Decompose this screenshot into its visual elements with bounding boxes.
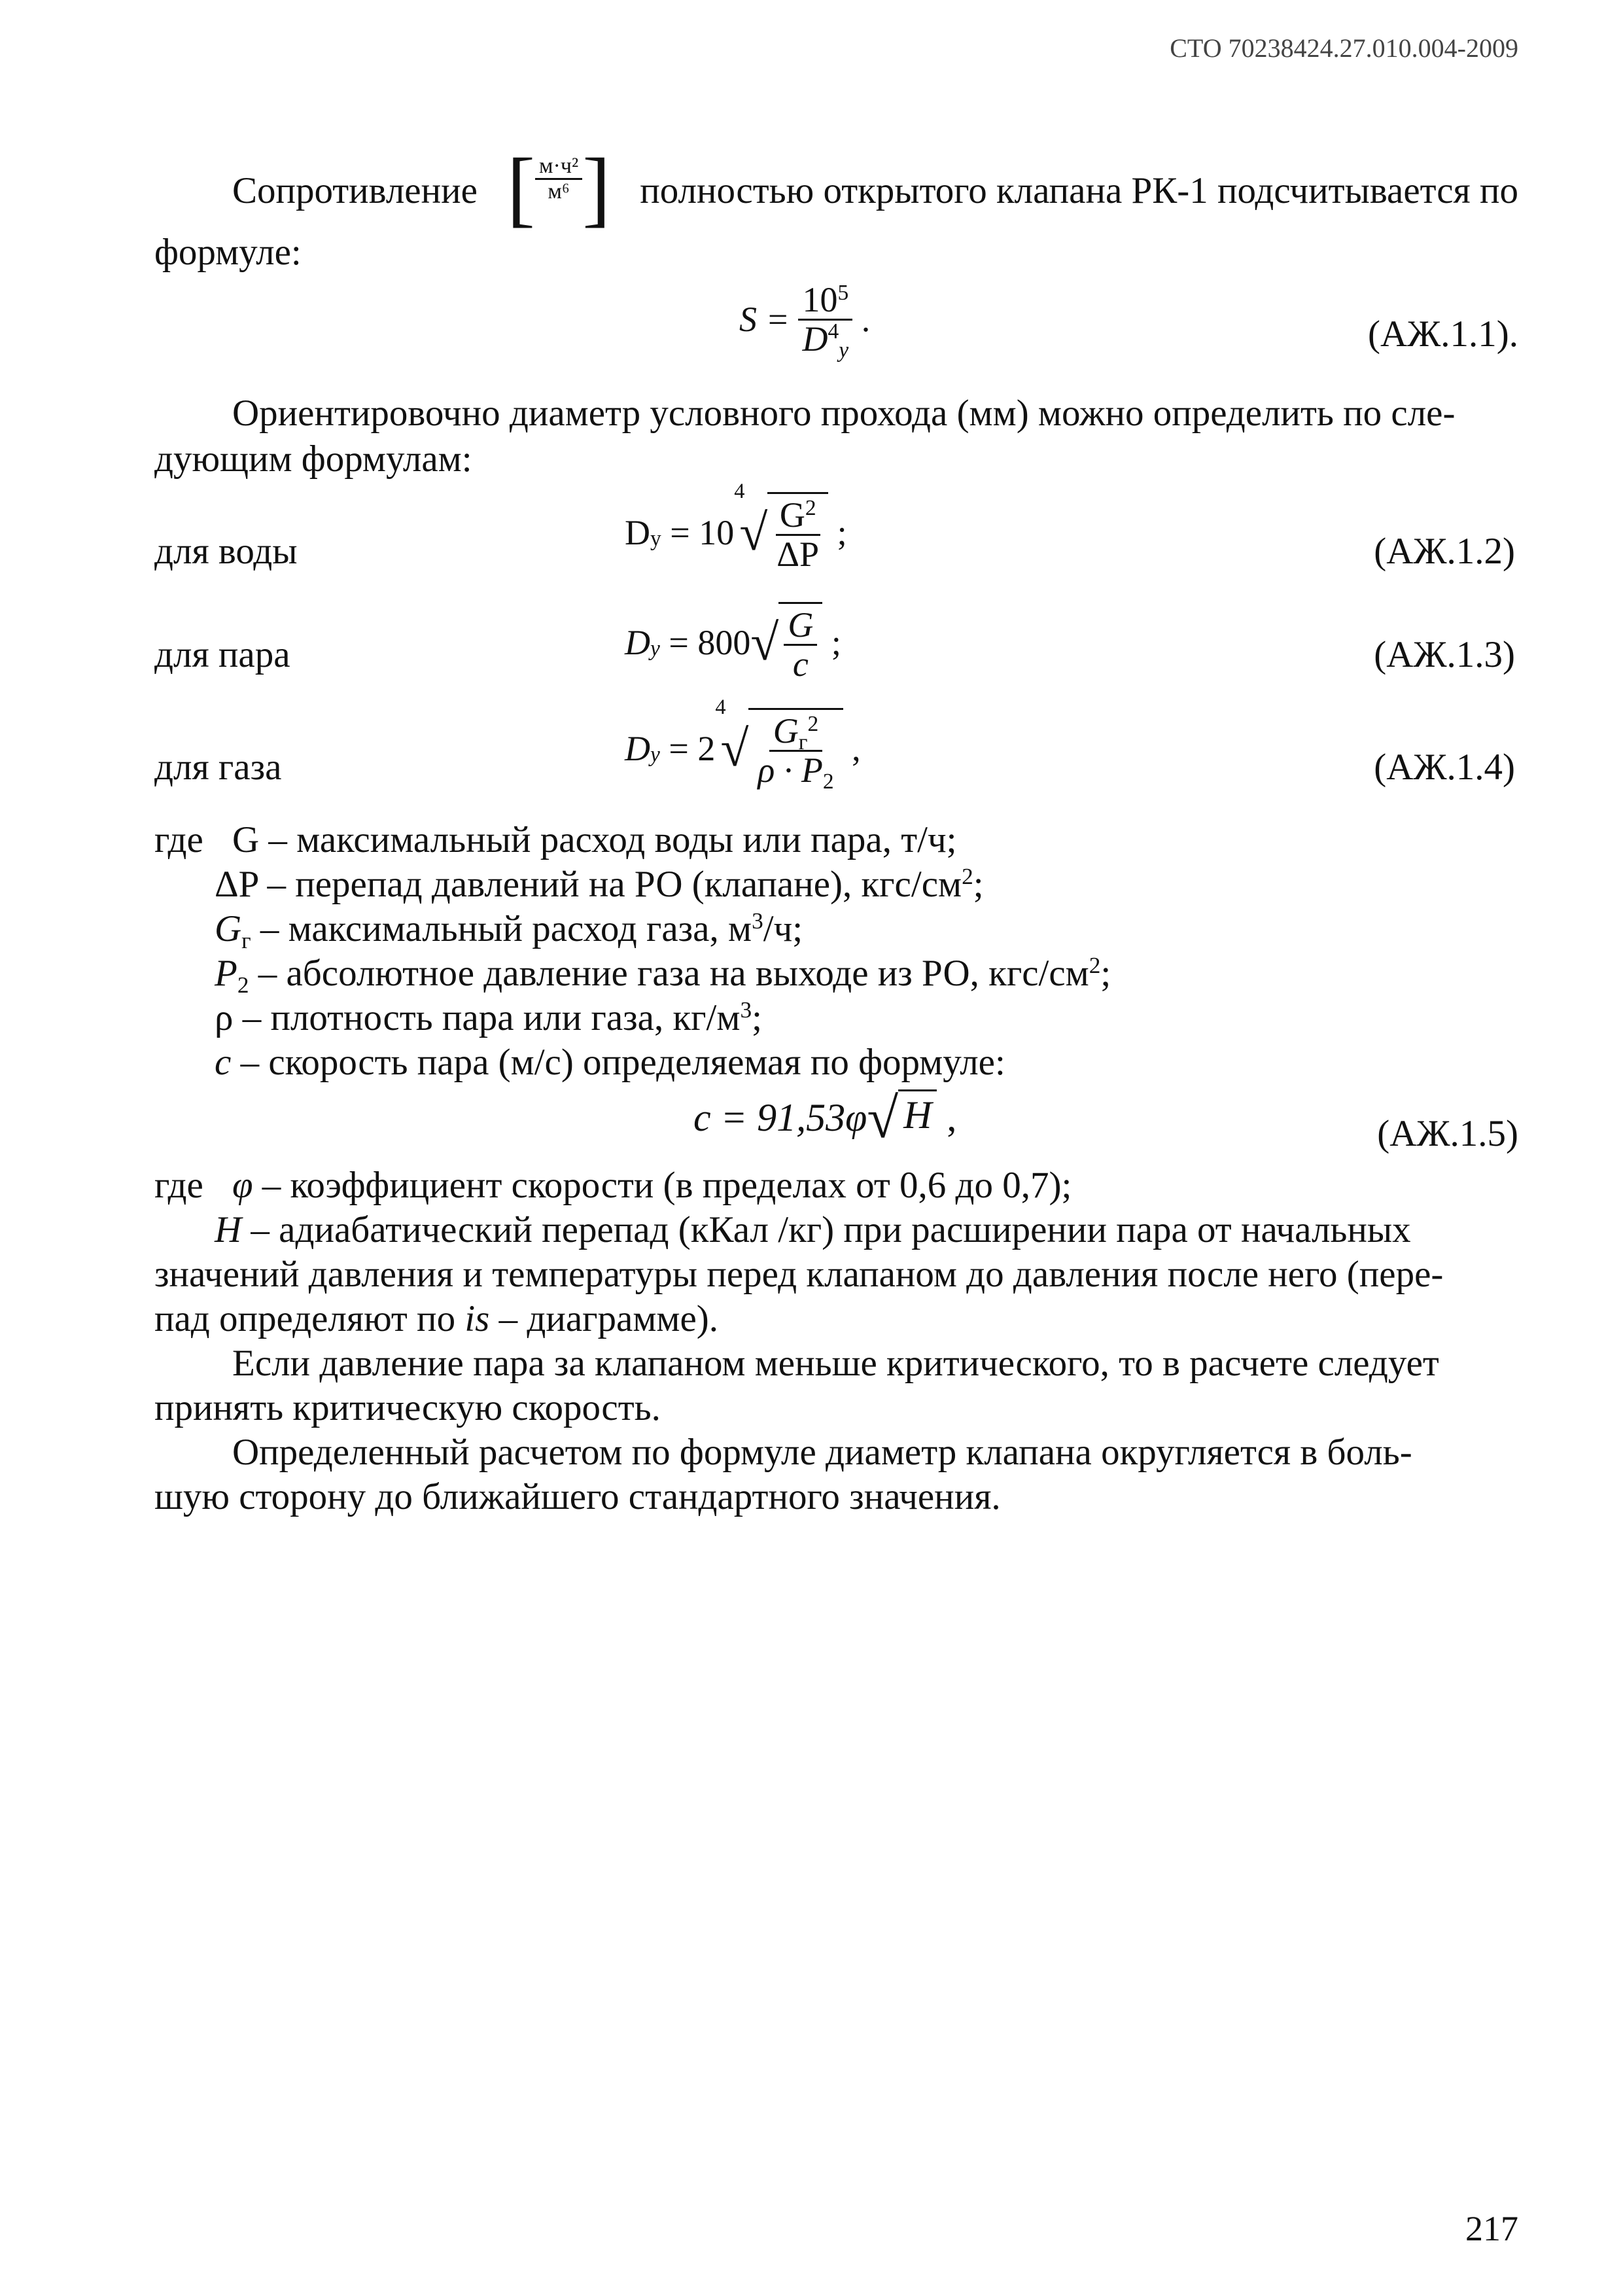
formula-2-number: (АЖ.1.2) bbox=[1374, 531, 1515, 572]
formula-4-root-index: 4 bbox=[715, 695, 726, 719]
def-p2-sub: 2 bbox=[237, 972, 249, 998]
def-h-line-3 bbox=[154, 1297, 1518, 1341]
formula-2-label: для воды bbox=[154, 531, 298, 572]
formula-1 bbox=[739, 280, 871, 362]
formula-1-den: D bbox=[802, 319, 828, 359]
formula-5-root: √ H bbox=[867, 1089, 937, 1146]
formula-4-number: (АЖ.1.4) bbox=[1374, 747, 1515, 788]
formula-2-root: 4 √ $\frac{G^2}{\Delta P}$ bbox=[734, 492, 828, 573]
formula-4-tail: , bbox=[852, 728, 861, 768]
formula-4-num: G bbox=[773, 711, 799, 751]
formula-3-label: для пара bbox=[154, 634, 290, 675]
formula-5-radicand: H bbox=[903, 1093, 932, 1137]
formula-2-root-index: 4 bbox=[734, 479, 745, 503]
def-c-symbol: c bbox=[215, 1042, 232, 1083]
formula-3-lhs-sub: y bbox=[650, 636, 660, 661]
document-header: СТО 70238424.27.010.004-2009 bbox=[1170, 33, 1518, 63]
unit-denominator: м⁶ bbox=[548, 179, 570, 203]
def-gg-sub: г bbox=[241, 927, 251, 953]
intro-line-1 bbox=[232, 141, 1518, 236]
formula-3-tail: ; bbox=[831, 622, 841, 662]
formula-3-den: c bbox=[792, 644, 809, 684]
formula-5-lhs: c = 91,53φ bbox=[693, 1096, 867, 1139]
formula-1-den-sub: y bbox=[839, 338, 849, 362]
formula-3-num: G bbox=[784, 607, 817, 646]
def-dp-end: ; bbox=[973, 864, 984, 905]
intro-text-2: полностью открытого клапана РК-1 подсчитывается по bbox=[640, 170, 1518, 211]
def-phi-text: – коэффициент скорости (в пределах от 0,6 до 0,7); bbox=[253, 1165, 1072, 1206]
formula-4-num-sup: 2 bbox=[807, 711, 819, 736]
formula-3-root: √ $\frac{G}{c}$ bbox=[750, 602, 822, 682]
formula-3 bbox=[625, 602, 841, 682]
def-h-text-1: – адиабатический перепад (кКал /кг) при расширении пара от начальных bbox=[241, 1209, 1411, 1250]
unit-bracket: [ $\frac{\text{м·ч²}}{\text{м⁶}}$ ] bbox=[506, 141, 611, 236]
formula-4-lhs-sub: y bbox=[650, 742, 660, 767]
formula-2-lhs-sub: y bbox=[650, 526, 661, 551]
formula-5-number: (АЖ.1.5) bbox=[1377, 1113, 1518, 1154]
formula-3-lhs: D bbox=[625, 622, 650, 662]
def-c bbox=[215, 1040, 1518, 1085]
para-1-line-2: дующим формулам: bbox=[154, 438, 472, 480]
def-h-line-2: значений давления и температуры перед клапаном до давления после него (пере- bbox=[154, 1254, 1444, 1295]
def-c-text: – скорость пара (м/с) определяемая по формуле: bbox=[231, 1042, 1005, 1083]
formula-4-den: ρ · P bbox=[758, 750, 823, 790]
formula-2-tail: ; bbox=[837, 512, 847, 552]
formula-2-num: G bbox=[779, 495, 805, 535]
def-gg-symbol: G bbox=[215, 908, 242, 949]
def-rho bbox=[215, 996, 1518, 1040]
formula-2-eq: = 10 bbox=[670, 512, 735, 552]
def-h-is: is bbox=[464, 1298, 490, 1339]
def-rho-end: ; bbox=[752, 997, 762, 1038]
def-dp bbox=[215, 862, 1518, 907]
def-phi-symbol: φ bbox=[232, 1165, 253, 1206]
formula-1-number: (АЖ.1.1). bbox=[1368, 313, 1518, 355]
para-3-line-2: шую сторону до ближайшего стандартного значения. bbox=[154, 1476, 1001, 1517]
formula-1-den-sup: 4 bbox=[828, 319, 839, 344]
formula-2 bbox=[625, 479, 847, 574]
def-p2-end: ; bbox=[1100, 953, 1111, 994]
formula-1-lhs: S = bbox=[739, 300, 790, 340]
def-dp-text: ΔP – перепад давлений на РО (клапане), кгс/см bbox=[215, 864, 962, 905]
formula-4-lhs: D bbox=[625, 728, 650, 768]
para-2-line-1: Если давление пара за клапаном меньше критического, то в расчете следует bbox=[232, 1343, 1439, 1384]
para-2-line-2: принять критическую скорость. bbox=[154, 1387, 661, 1428]
def-h-symbol: H bbox=[215, 1209, 242, 1250]
def-dp-sup: 2 bbox=[962, 863, 973, 889]
def-p2-text: – абсолютное давление газа на выходе из РО, кгс/см bbox=[249, 953, 1089, 994]
formula-4-eq: = 2 bbox=[669, 728, 716, 768]
para-1-line-1: Ориентировочно диаметр условного прохода (мм) можно определить по сле- bbox=[232, 393, 1456, 434]
formula-5-tail: , bbox=[947, 1096, 957, 1139]
def2-where: где bbox=[154, 1165, 203, 1206]
def-gg bbox=[215, 907, 1518, 951]
formula-3-eq: = 800 bbox=[669, 622, 751, 662]
formula-1-tail: . bbox=[861, 300, 871, 340]
def-gg-text: – максимальный расход газа, м bbox=[251, 908, 752, 949]
def-p2 bbox=[215, 951, 1518, 996]
formula-2-lhs: D bbox=[625, 512, 650, 552]
def-rho-sup: 3 bbox=[740, 997, 752, 1023]
formula-2-num-sup: 2 bbox=[805, 495, 816, 520]
formula-2-den: ΔP bbox=[777, 534, 820, 574]
formula-4 bbox=[625, 695, 861, 794]
def-rho-text: ρ – плотность пара или газа, кг/м bbox=[215, 997, 741, 1038]
def-where: где bbox=[154, 819, 203, 860]
formula-5 bbox=[693, 1086, 957, 1150]
formula-3-number: (АЖ.1.3) bbox=[1374, 634, 1515, 675]
formula-4-label: для газа bbox=[154, 747, 282, 788]
def-g: G – максимальный расход воды или пара, т/ч; bbox=[232, 819, 957, 860]
formula-1-num: 10 bbox=[802, 280, 838, 319]
formula-1-fraction bbox=[798, 280, 852, 362]
def-gg-end: /ч; bbox=[763, 908, 803, 949]
def-p2-symbol: P bbox=[215, 953, 237, 994]
formula-4-num-sub: г bbox=[798, 730, 808, 755]
page-number: 217 bbox=[1465, 2209, 1518, 2248]
unit-numerator: м·ч² bbox=[535, 154, 582, 180]
para-3-line-1: Определенный расчетом по формуле диаметр клапана округляется в боль- bbox=[232, 1432, 1412, 1473]
def-phi bbox=[232, 1163, 1518, 1208]
def-h-line-1 bbox=[215, 1208, 1518, 1252]
def-h-text-3b: – диаграмме). bbox=[489, 1298, 719, 1339]
def-p2-sup: 2 bbox=[1089, 952, 1101, 978]
unit-fraction bbox=[535, 154, 582, 222]
formula-4-den-sub: 2 bbox=[822, 769, 834, 794]
def-h-text-3a: пад определяют по bbox=[154, 1298, 465, 1339]
formula-1-num-sup: 5 bbox=[837, 280, 849, 305]
formula-4-root: 4 √ $\frac{G_г^2}{\rho \cdot P_2}$ bbox=[715, 708, 843, 788]
def-gg-sup: 3 bbox=[752, 908, 763, 934]
intro-text-1: Сопротивление bbox=[232, 170, 478, 211]
intro-line-2: формуле: bbox=[154, 232, 302, 273]
